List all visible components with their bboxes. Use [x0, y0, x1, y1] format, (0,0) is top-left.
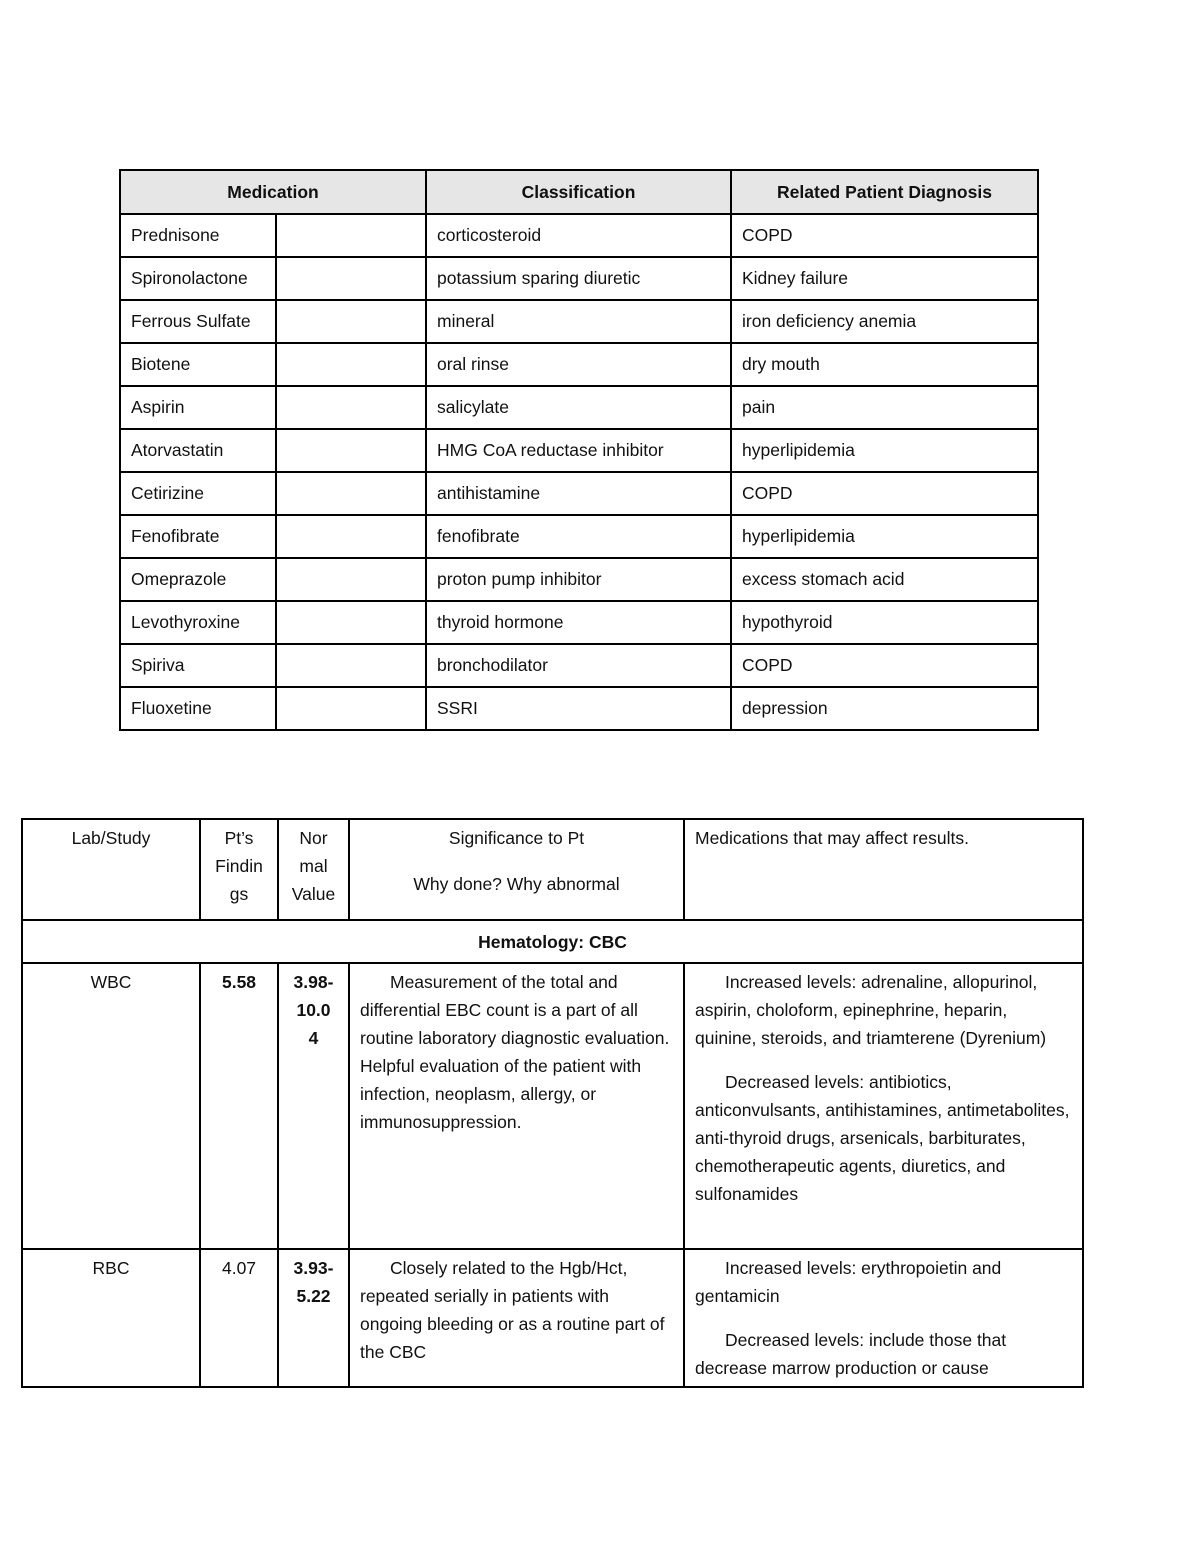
classification: mineral: [426, 300, 731, 343]
lab-row-rbc: [22, 1249, 1083, 1387]
blank-cell: [276, 386, 426, 429]
blank-cell: [276, 343, 426, 386]
medication-name: Prednisone: [120, 214, 276, 257]
pt-finding-value: 4.07: [200, 1249, 278, 1387]
lab-study-header-text: Lab/Study: [71, 828, 151, 848]
classification: fenofibrate: [426, 515, 731, 558]
medications-cell: [684, 1249, 1083, 1387]
related-diagnosis: COPD: [731, 644, 1038, 687]
lab-study-header: [22, 819, 200, 920]
normal-value-header-line: mal: [299, 856, 328, 876]
medications-header-text: Medications that may affect results.: [695, 828, 969, 848]
classification-header: Classification: [426, 170, 731, 214]
normal-value-header: [278, 819, 349, 920]
medication-row: [120, 515, 1038, 558]
medications-cell: [684, 963, 1083, 1249]
section-row: [22, 920, 1083, 963]
medication-table: [119, 169, 1039, 731]
related-diagnosis: iron deficiency anemia: [731, 300, 1038, 343]
significance-subheader-text: Why done? Why abnormal: [413, 874, 620, 894]
significance-cell: [349, 1249, 684, 1387]
normal-value-line: 10.0: [296, 1000, 331, 1020]
medication-row: [120, 386, 1038, 429]
lab-study-table: [21, 818, 1084, 1388]
medication-name: Fenofibrate: [120, 515, 276, 558]
medication-table-header: [120, 170, 1038, 214]
related-diagnosis: depression: [731, 687, 1038, 730]
related-diagnosis: COPD: [731, 214, 1038, 257]
classification: HMG CoA reductase inhibitor: [426, 429, 731, 472]
medication-name: Ferrous Sulfate: [120, 300, 276, 343]
pt-findings-header-line: Pt’s: [224, 828, 254, 848]
classification: proton pump inhibitor: [426, 558, 731, 601]
related-diagnosis: Kidney failure: [731, 257, 1038, 300]
lab-name: RBC: [22, 1249, 200, 1387]
related-diagnosis: COPD: [731, 472, 1038, 515]
medication-name: Levothyroxine: [120, 601, 276, 644]
medication-row: [120, 257, 1038, 300]
significance-text: Measurement of the total and differential EBC count is a part of all routine laboratory diagnostic evaluation. Helpful evaluation of the patient with infection, neoplasm, allergy, or immunosuppression.: [360, 972, 670, 1132]
increased-levels-text: Increased levels: adrenaline, allopurinol, aspirin, choloform, epinephrine, heparin, quinine, steroids, and triamterene (Dyrenium): [695, 972, 1047, 1048]
significance-header: [349, 819, 684, 920]
decreased-levels-text: Decreased levels: include those that decrease marrow production or cause: [695, 1330, 1007, 1378]
normal-value-header-line: Nor: [299, 828, 328, 848]
medication-row: [120, 558, 1038, 601]
medication-row: [120, 214, 1038, 257]
section-title: Hematology: CBC: [22, 920, 1083, 963]
medication-name: Spiriva: [120, 644, 276, 687]
medication-name: Omeprazole: [120, 558, 276, 601]
classification: corticosteroid: [426, 214, 731, 257]
related-diagnosis: pain: [731, 386, 1038, 429]
medication-row: [120, 687, 1038, 730]
medication-row: [120, 343, 1038, 386]
medication-row: [120, 472, 1038, 515]
classification: bronchodilator: [426, 644, 731, 687]
increased-levels-text: Increased levels: erythropoietin and gentamicin: [695, 1258, 1002, 1306]
medication-row: [120, 601, 1038, 644]
significance-text: Closely related to the Hgb/Hct, repeated serially in patients with ongoing bleeding or as a routine part of the CBC: [360, 1258, 665, 1362]
significance-cell: [349, 963, 684, 1249]
classification: antihistamine: [426, 472, 731, 515]
medication-name: Aspirin: [120, 386, 276, 429]
related-diagnosis: dry mouth: [731, 343, 1038, 386]
medication-table-body: [120, 214, 1038, 730]
blank-cell: [276, 429, 426, 472]
normal-value-line: 3.98-: [293, 972, 334, 992]
medication-header: Medication: [120, 170, 426, 214]
blank-cell: [276, 472, 426, 515]
decreased-levels-text: Decreased levels: antibiotics, anticonvulsants, antihistamines, antimetabolites, anti-thyroid drugs, arsenicals, barbiturates, chemotherapeutic agents, diuretics, and sulfonamides: [695, 1072, 1070, 1204]
medications-header: [684, 819, 1083, 920]
classification: salicylate: [426, 386, 731, 429]
classification: oral rinse: [426, 343, 731, 386]
blank-cell: [276, 601, 426, 644]
medication-name: Spironolactone: [120, 257, 276, 300]
medication-row: [120, 644, 1038, 687]
medication-name: Fluoxetine: [120, 687, 276, 730]
related-diagnosis: hyperlipidemia: [731, 515, 1038, 558]
normal-value-header-line: Value: [291, 884, 336, 904]
blank-cell: [276, 687, 426, 730]
classification: thyroid hormone: [426, 601, 731, 644]
related-diagnosis: hypothyroid: [731, 601, 1038, 644]
medication-name: Cetirizine: [120, 472, 276, 515]
medication-name: Biotene: [120, 343, 276, 386]
medication-row: [120, 300, 1038, 343]
diagnosis-header: Related Patient Diagnosis: [731, 170, 1038, 214]
lab-name: WBC: [22, 963, 200, 1249]
blank-cell: [276, 300, 426, 343]
classification: SSRI: [426, 687, 731, 730]
normal-value: [278, 1249, 349, 1387]
blank-cell: [276, 644, 426, 687]
normal-value: [278, 963, 349, 1249]
classification: potassium sparing diuretic: [426, 257, 731, 300]
significance-header-text: Significance to Pt: [448, 828, 585, 848]
blank-cell: [276, 257, 426, 300]
pt-finding-value: 5.58: [200, 963, 278, 1249]
blank-cell: [276, 515, 426, 558]
lab-table-header: [22, 819, 1083, 920]
blank-cell: [276, 558, 426, 601]
related-diagnosis: excess stomach acid: [731, 558, 1038, 601]
normal-value-line: 4: [308, 1028, 319, 1048]
pt-findings-header-line: Findin: [215, 856, 263, 876]
medication-name: Atorvastatin: [120, 429, 276, 472]
related-diagnosis: hyperlipidemia: [731, 429, 1038, 472]
pt-findings-header: [200, 819, 278, 920]
normal-value-line: 3.93-: [293, 1258, 334, 1278]
lab-row-wbc: [22, 963, 1083, 1249]
normal-value-line: 5.22: [296, 1286, 331, 1306]
medication-row: [120, 429, 1038, 472]
pt-findings-header-line: gs: [229, 884, 249, 904]
blank-cell: [276, 214, 426, 257]
